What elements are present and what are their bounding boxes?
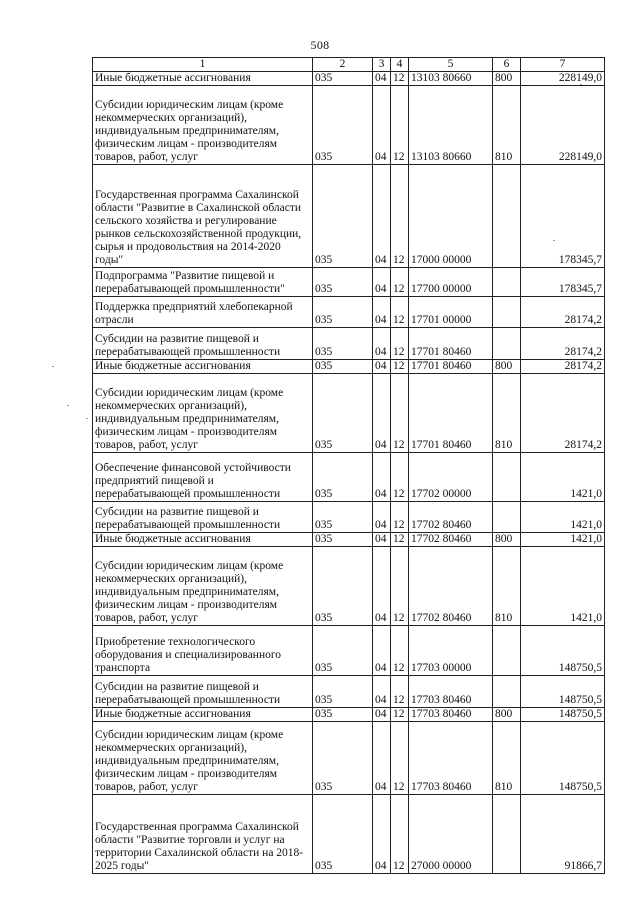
row-subsection: 12 [391,165,409,268]
table-row [93,165,605,268]
row-name: Государственная программа Сахалинской области "Развитие торговли и услуг на территории Сахалинской области на 2018-2025 годы" [93,795,313,874]
table-row [93,722,605,795]
row-section: 04 [373,297,391,328]
row-code: 035 [313,722,373,795]
row-vr [493,502,521,533]
row-target: 13103 80660 [409,86,493,165]
row-vr: 810 [493,374,521,453]
row-code: 035 [313,547,373,626]
row-code: 035 [313,374,373,453]
row-code: 035 [313,708,373,722]
row-subsection: 12 [391,374,409,453]
row-name: Субсидии юридическим лицам (кроме некоммерческих организаций), индивидуальным предпринимателям, физическим лицам - производителям товаров, работ, услуг [93,86,313,165]
table-row [93,547,605,626]
row-subsection: 12 [391,533,409,547]
row-vr: 800 [493,72,521,86]
row-name: Субсидии юридическим лицам (кроме некоммерческих организаций), индивидуальным предпринимателям, физическим лицам - производителям товаров, работ, услуг [93,722,313,795]
scan-speck [553,240,555,241]
table-row [93,533,605,547]
row-target: 17703 80460 [409,722,493,795]
row-vr [493,165,521,268]
row-subsection: 12 [391,360,409,374]
row-code: 035 [313,360,373,374]
row-subsection: 12 [391,502,409,533]
row-subsection: 12 [391,626,409,676]
row-amount: 28174,2 [521,374,605,453]
table-body [93,72,605,874]
row-name: Подпрограмма "Развитие пищевой и перерабатывающей промышленности" [93,268,313,297]
header-col-code: 2 [313,58,373,72]
row-amount: 28174,2 [521,328,605,360]
row-amount: 28174,2 [521,360,605,374]
row-name: Иные бюджетные ассигнования [93,533,313,547]
row-target: 17701 80460 [409,328,493,360]
row-amount: 1421,0 [521,502,605,533]
row-name: Субсидии юридическим лицам (кроме некоммерческих организаций), индивидуальным предпринимателям, физическим лицам - производителям товаров, работ, услуг [93,374,313,453]
row-target: 17702 80460 [409,533,493,547]
row-amount: 148750,5 [521,626,605,676]
row-subsection: 12 [391,328,409,360]
header-col-vr: 6 [493,58,521,72]
row-code: 035 [313,676,373,708]
header-col-section: 3 [373,58,391,72]
row-amount: 228149,0 [521,86,605,165]
scan-speck [86,418,88,419]
header-col-amount: 7 [521,58,605,72]
table-row [93,72,605,86]
header-col-subsection: 4 [391,58,409,72]
row-vr [493,626,521,676]
row-section: 04 [373,328,391,360]
scan-speck [67,405,69,406]
row-amount: 1421,0 [521,453,605,502]
row-name: Субсидии на развитие пищевой и перерабатывающей промышленности [93,502,313,533]
row-code: 035 [313,795,373,874]
row-target: 17000 00000 [409,165,493,268]
row-code: 035 [313,328,373,360]
table-row [93,795,605,874]
row-vr: 810 [493,722,521,795]
row-target: 17700 00000 [409,268,493,297]
row-code: 035 [313,86,373,165]
header-col-name: 1 [93,58,313,72]
row-code: 035 [313,502,373,533]
row-vr: 810 [493,547,521,626]
scan-speck [580,84,582,85]
row-section: 04 [373,722,391,795]
row-code: 035 [313,533,373,547]
row-section: 04 [373,453,391,502]
row-code: 035 [313,268,373,297]
row-vr [493,795,521,874]
row-amount: 178345,7 [521,165,605,268]
scan-speck [52,366,54,367]
table-row [93,360,605,374]
row-amount: 91866,7 [521,795,605,874]
row-amount: 148750,5 [521,676,605,708]
row-name: Государственная программа Сахалинской области "Развитие в Сахалинской области сельского хозяйства и регулирование рынков сельскохозяйственной продукции, сырья и продовольствия на 2014-2020 годы" [93,165,313,268]
row-section: 04 [373,676,391,708]
row-section: 04 [373,268,391,297]
row-subsection: 12 [391,722,409,795]
row-target: 17702 80460 [409,547,493,626]
row-vr [493,676,521,708]
row-name: Иные бюджетные ассигнования [93,708,313,722]
table-row [93,502,605,533]
row-target: 13103 80660 [409,72,493,86]
row-subsection: 12 [391,297,409,328]
row-section: 04 [373,708,391,722]
table-row [93,708,605,722]
row-target: 17701 80460 [409,374,493,453]
table-header [93,58,605,72]
row-vr [493,328,521,360]
row-target: 17702 80460 [409,502,493,533]
row-code: 035 [313,626,373,676]
row-vr: 810 [493,86,521,165]
row-subsection: 12 [391,453,409,502]
row-subsection: 12 [391,795,409,874]
row-section: 04 [373,533,391,547]
row-target: 17703 80460 [409,708,493,722]
row-section: 04 [373,72,391,86]
table-row [93,268,605,297]
row-name: Иные бюджетные ассигнования [93,360,313,374]
row-target: 17701 00000 [409,297,493,328]
row-amount: 178345,7 [521,268,605,297]
row-name: Обеспечение финансовой устойчивости предприятий пищевой и перерабатывающей промышленности [93,453,313,502]
row-code: 035 [313,297,373,328]
row-vr [493,297,521,328]
table-row [93,676,605,708]
budget-table [92,57,605,874]
row-subsection: 12 [391,708,409,722]
row-vr: 800 [493,708,521,722]
row-target: 17702 00000 [409,453,493,502]
row-code: 035 [313,72,373,86]
row-vr: 800 [493,533,521,547]
row-target: 17703 80460 [409,676,493,708]
row-target: 17703 00000 [409,626,493,676]
row-amount: 1421,0 [521,547,605,626]
table-row [93,86,605,165]
row-section: 04 [373,502,391,533]
row-code: 035 [313,165,373,268]
table-row [93,453,605,502]
row-section: 04 [373,86,391,165]
table-row [93,374,605,453]
page-number: 508 [310,38,330,52]
row-subsection: 12 [391,268,409,297]
row-name: Субсидии на развитие пищевой и перерабатывающей промышленности [93,328,313,360]
row-name: Поддержка предприятий хлебопекарной отрасли [93,297,313,328]
table-row [93,626,605,676]
row-section: 04 [373,165,391,268]
row-section: 04 [373,547,391,626]
row-vr [493,453,521,502]
row-vr: 800 [493,360,521,374]
row-section: 04 [373,374,391,453]
row-amount: 228149,0 [521,72,605,86]
row-code: 035 [313,453,373,502]
row-target: 17701 80460 [409,360,493,374]
row-vr [493,268,521,297]
table-row [93,297,605,328]
table-row [93,328,605,360]
row-subsection: 12 [391,676,409,708]
row-target: 27000 00000 [409,795,493,874]
row-section: 04 [373,360,391,374]
header-col-target: 5 [409,58,493,72]
row-section: 04 [373,795,391,874]
row-amount: 1421,0 [521,533,605,547]
header-row [93,58,605,72]
row-subsection: 12 [391,547,409,626]
row-name: Субсидии на развитие пищевой и перерабатывающей промышленности [93,676,313,708]
row-amount: 148750,5 [521,708,605,722]
row-name: Иные бюджетные ассигнования [93,72,313,86]
row-name: Приобретение технологического оборудования и специализированного транспорта [93,626,313,676]
row-amount: 28174,2 [521,297,605,328]
row-subsection: 12 [391,86,409,165]
row-name: Субсидии юридическим лицам (кроме некоммерческих организаций), индивидуальным предпринимателям, физическим лицам - производителям товаров, работ, услуг [93,547,313,626]
row-section: 04 [373,626,391,676]
row-amount: 148750,5 [521,722,605,795]
row-subsection: 12 [391,72,409,86]
